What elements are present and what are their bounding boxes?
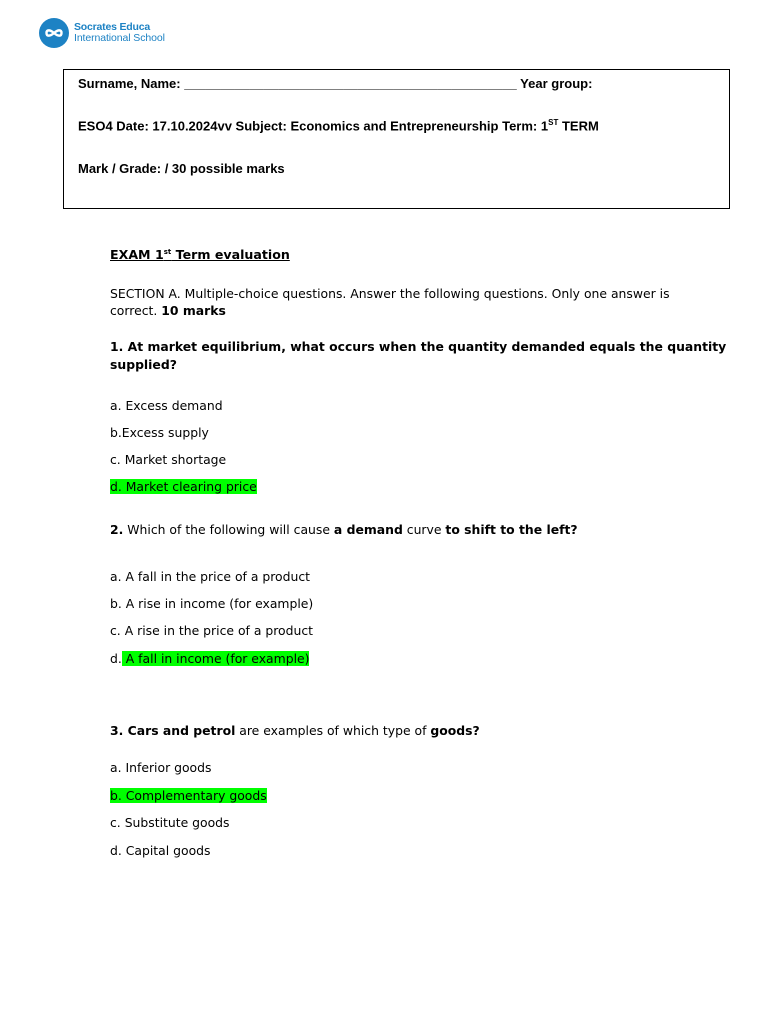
q1-correct-answer: d. Market clearing price: [110, 479, 257, 494]
q2-text-bold-1: a demand: [333, 522, 403, 537]
section-a-correct-text: correct.: [110, 303, 162, 318]
logo-brand-line2: International School: [74, 32, 165, 44]
q2-option-c: c. A rise in the price of a product: [110, 623, 314, 638]
q1-option-a: a. Excess demand: [110, 398, 223, 413]
q1-option-b: b.Excess supply: [110, 425, 209, 440]
q2-text-2: curve: [402, 522, 446, 537]
q3-option-a: a. Inferior goods: [110, 760, 212, 775]
surname-line: [78, 76, 592, 91]
logo-brand-line1: Socrates Educa: [74, 21, 150, 33]
exam-title-sup: st: [163, 247, 172, 256]
question-1-text-cont: supplied?: [110, 357, 177, 372]
course-info-text: ESO4 Date: 17.10.2024vv Subject: Economics and Entrepreneurship Term: 1: [78, 118, 549, 134]
exam-title-suffix: Term evaluation: [171, 247, 290, 262]
q2-text-bold-2: to shift to the left?: [445, 522, 578, 537]
school-logo: [38, 17, 165, 49]
question-3: [110, 723, 480, 738]
section-a-line1: SECTION A. Multiple-choice questions. Answer the following questions. Only one answer is: [110, 286, 670, 301]
mark-grade-line: Mark / Grade: / 30 possible marks: [78, 161, 285, 176]
q2-correct-answer: A fall in income (for example): [121, 651, 310, 666]
q2-option-d-letter: d.: [110, 651, 122, 666]
question-1-line1: [110, 339, 726, 354]
question-1-text: 1. At market equilibrium, what occurs when the quantity demanded equals the quantity: [110, 339, 727, 354]
q3-text: are examples of which type of: [235, 723, 431, 738]
course-info-line: [78, 118, 599, 133]
student-info-box: [63, 69, 730, 209]
q2-option-d: [110, 651, 309, 666]
q3-option-d: d. Capital goods: [110, 843, 211, 858]
q1-option-c: c. Market shortage: [110, 452, 227, 467]
q3-option-b: [110, 788, 267, 803]
infinity-logo-icon: [38, 17, 70, 49]
term-superscript: ST: [548, 118, 559, 127]
exam-title: [110, 247, 290, 262]
question-1-line2: [110, 357, 177, 372]
logo-wordmark: [74, 22, 165, 44]
question-2: [110, 522, 578, 537]
q3-correct-answer: b. Complementary goods: [110, 788, 267, 803]
surname-blank: ______________________________________________: [184, 76, 517, 91]
q2-option-b: b. A rise in income (for example): [110, 596, 314, 611]
q3-text-bold-1: 3. Cars and petrol: [110, 723, 236, 738]
q3-option-c: c. Substitute goods: [110, 815, 230, 830]
q2-option-a: a. A fall in the price of a product: [110, 569, 311, 584]
q3-text-bold-2: goods?: [430, 723, 480, 738]
q2-text-1: Which of the following will cause: [123, 522, 334, 537]
section-a-line2: [110, 303, 226, 318]
surname-label: Surname, Name:: [78, 76, 185, 91]
term-suffix: TERM: [558, 118, 599, 134]
q2-number: 2.: [110, 522, 124, 537]
year-group-label: Year group:: [516, 76, 593, 91]
q1-option-d: [110, 479, 257, 494]
exam-title-prefix: EXAM 1: [110, 247, 164, 262]
section-a-marks: 10 marks: [161, 303, 226, 318]
